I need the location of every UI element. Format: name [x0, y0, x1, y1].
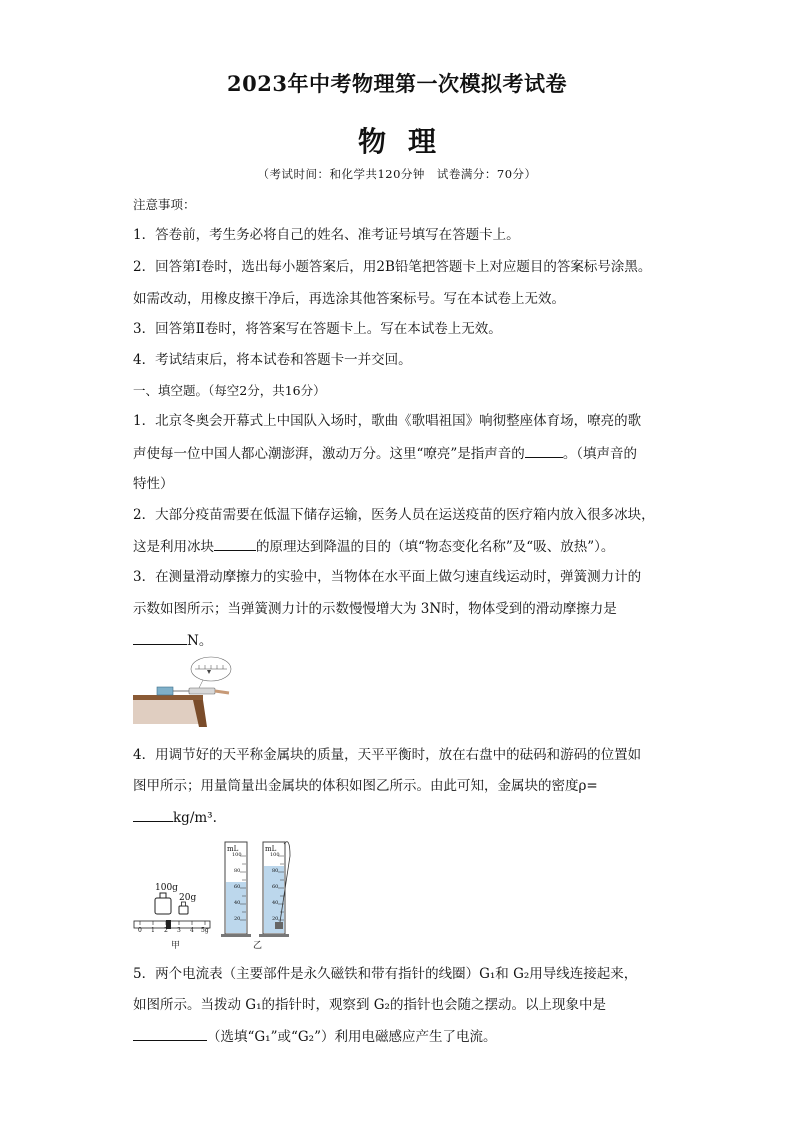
note-item: 3．回答第Ⅱ卷时，将答案写在答题卡上。写在本试卷上无效。: [133, 321, 502, 337]
question-1-line: 特性）: [133, 476, 174, 492]
question-4-line: 4．用调节好的天平称金属块的质量，天平平衡时，放在右盘中的砝码和游码的位置如: [133, 747, 642, 763]
figure-label-yi: 乙: [253, 941, 263, 951]
spring-scale-figure: [133, 655, 238, 727]
question-5-line: 如图所示。当拨动 G₁的指针时，观察到 G₂的指针也会随之摆动。以上现象中是: [133, 997, 606, 1013]
figure-label-jia: 甲: [171, 941, 181, 951]
scale-tick-label: 1: [151, 927, 155, 934]
question-3-line: 3．在测量滑动摩擦力的实验中，当物体在水平面上做匀速直线运动时，弹簧测力计的: [133, 569, 642, 585]
note-item: 1．答卷前，考生务必将自己的姓名、准考证号填写在答题卡上。: [133, 227, 520, 243]
question-4-line: kg/m³.: [133, 808, 663, 827]
weight-label-100g: 100g: [155, 883, 178, 893]
cylinder-unit-label: mL: [227, 845, 239, 853]
question-1-line: 1．北京冬奥会开幕式上中国队入场时，歌曲《歌唱祖国》响彻整座体育场，嘹亮的歌: [133, 413, 642, 429]
question-5-line: 5．两个电流表（主要部件是永久磁铁和带有指针的线圈）G₁和 G₂用导线连接起来，: [133, 966, 638, 982]
note-item: 4．考试结束后，将本试卷和答题卡一并交回。: [133, 352, 412, 368]
cylinder-tick-label: 80: [234, 868, 241, 874]
cylinder-tick-label: 100: [232, 852, 242, 858]
question-3-line: N。: [133, 631, 663, 650]
weight-label-20g: 20g: [179, 893, 197, 903]
question-3-line: 示数如图所示；当弹簧测力计的示数慢慢增大为 3N时，物体受到的滑动摩擦力是: [133, 601, 617, 617]
scale-tick-label: 0: [138, 927, 142, 934]
question-5-line: （选填“G₁”或“G₂”）利用电磁感应产生了电流。: [133, 1027, 663, 1046]
question-4-line: 图甲所示；用量筒量出金属块的体积如图乙所示。由此可知，金属块的密度ρ=: [133, 778, 598, 794]
answer-blank[interactable]: [525, 444, 563, 458]
balance-figure: [133, 880, 213, 955]
question-2-line: 2．大部分疫苗需要在低温下储存运输，医务人员在运送疫苗的医疗箱内放入很多冰块，: [133, 507, 655, 523]
section-heading: 一、填空题。（每空2分，共16分）: [133, 383, 326, 398]
answer-blank[interactable]: [214, 537, 256, 551]
answer-blank[interactable]: [133, 808, 173, 822]
cylinder-tick-label: 60: [272, 884, 279, 890]
cylinder-unit-label: mL: [265, 845, 277, 853]
scale-tick-label: 2: [164, 927, 168, 934]
scale-tick-label: 4: [190, 927, 194, 934]
notes-heading: 注意事项：: [133, 197, 196, 212]
note-item: 如需改动，用橡皮擦干净后，再选涂其他答案标号。写在本试卷上无效。: [133, 291, 565, 307]
scale-tick-label: 3: [177, 927, 181, 934]
cylinder-tick-label: 20: [234, 916, 241, 922]
answer-blank[interactable]: [133, 631, 187, 645]
cylinder-tick-label: 80: [272, 868, 279, 874]
subject-title: 物理: [357, 125, 458, 158]
note-item: 2．回答第Ⅰ卷时，选出每小题答案后，用2B铅笔把答题卡上对应题目的答案标号涂黑。: [133, 259, 652, 275]
cylinder-tick-label: 60: [234, 884, 241, 890]
exam-info: （考试时间：和化学共120分钟 试卷满分：70分）: [257, 167, 537, 181]
scale-tick-label: 5g: [201, 927, 209, 934]
answer-blank[interactable]: [133, 1027, 207, 1041]
question-1-line: 声使每一位中国人都心潮澎湃，激动万分。这里“嘹亮”是指声音的 。（填声音的: [133, 446, 638, 462]
cylinder-tick-label: 40: [234, 900, 241, 906]
question-2-line: 这是利用冰块 的原理达到降温的目的（填“物态变化名称”及“吸、放热”）。: [133, 539, 615, 555]
cylinder-tick-label: 100: [270, 852, 280, 858]
graduated-cylinder-figure: [218, 836, 308, 951]
cylinder-tick-label: 40: [272, 900, 279, 906]
page-title: 2023年中考物理第一次模拟考试卷: [227, 71, 567, 96]
cylinder-tick-label: 20: [272, 916, 279, 922]
